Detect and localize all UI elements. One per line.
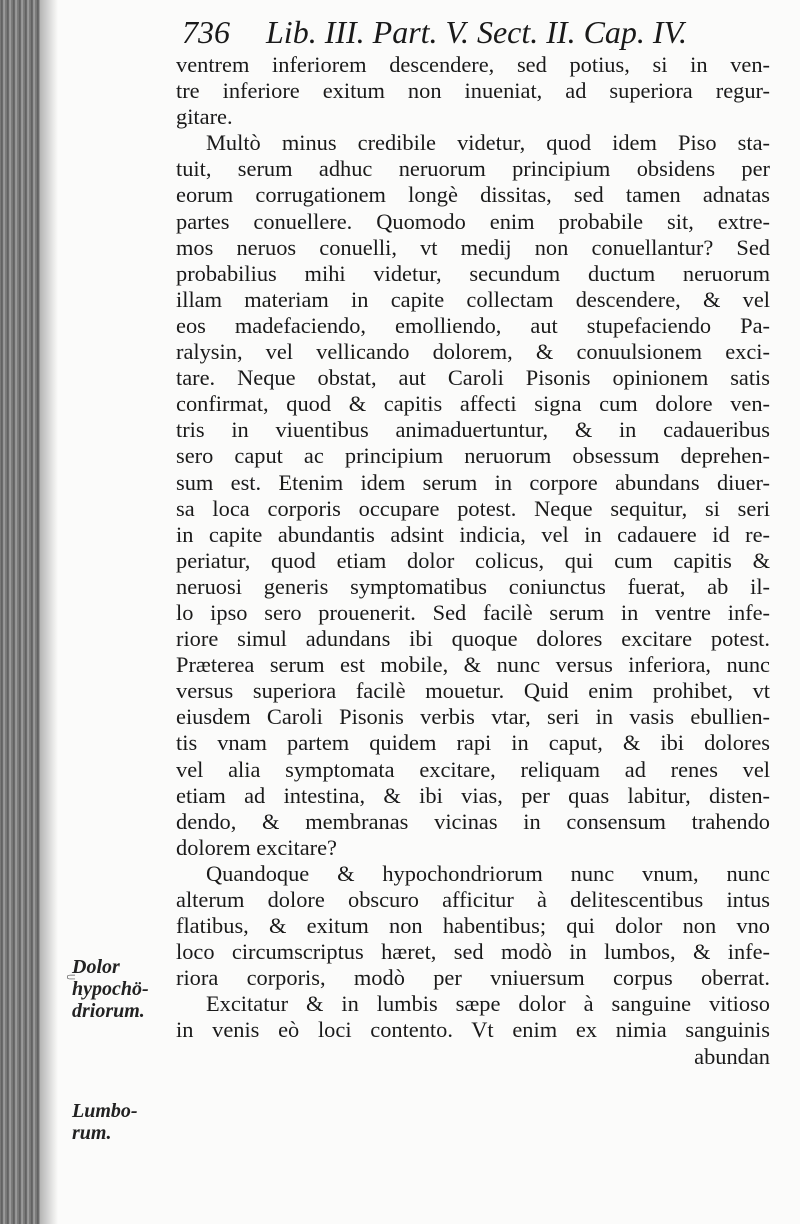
text-line: in venis eò loci contento. Vt enim ex nimia sanguinis: [176, 1017, 770, 1043]
text-line: etiam ad intestina, & ibi vias, per quas labitur, disten-: [176, 782, 770, 808]
text-line: illam materiam in capite collectam descendere, & vel: [176, 286, 770, 312]
text-line: alterum dolore obscuro afficitur à delitescentibus intus: [176, 887, 770, 912]
text-line: loco circumscriptus hæret, sed modò in lumbos, & infe-: [176, 939, 770, 965]
text-line: sum est. Etenim idem serum in corpore abundans diuer-: [176, 469, 770, 495]
text-line: eorum corrugationem longè dissitas, sed tamen adnatas: [176, 182, 770, 208]
margin-note-line: rum.: [72, 1122, 112, 1144]
text-line: tris in viuentibus animaduertuntur, & in cadaueribus: [176, 417, 770, 443]
text-line: ralysin, vel vellicando dolorem, & conuulsionem exci-: [176, 339, 770, 365]
book-binding-edge: [0, 0, 40, 1224]
text-line: versus superiora facilè mouetur. Quid enim prohibet, vt: [176, 678, 770, 704]
text-line: Multò minus credibile videtur, quod idem Piso sta-: [206, 130, 770, 156]
text-line: flatibus, & exitum non habentibus; qui dolor non vno: [176, 913, 770, 939]
text-line: riora corporis, modò per vniuersum corpus oberrat.: [176, 965, 770, 991]
body-text: [176, 52, 770, 1070]
text-line: tre inferiore exitum non inueniat, ad superiora regur-: [176, 78, 770, 104]
margin-note-line: Lumbo-: [72, 1100, 138, 1122]
text-line: probabilius mihi videtur, secundum ductum neruorum: [176, 260, 770, 286]
page-number: 736: [182, 14, 230, 50]
text-line: dendo, & membranas vicinas in consensum trahendo: [176, 808, 770, 834]
margin-note-line: driorum.: [72, 1000, 145, 1022]
text-line: periatur, quod etiam dolor colicus, qui cum capitis &: [176, 547, 770, 573]
text-line: lo ipso sero prouenerit. Sed facilè serum in ventre infe-: [176, 599, 770, 625]
text-line: tare. Neque obstat, aut Caroli Pisonis opinionem satis: [176, 365, 770, 391]
running-title: Lib. III. Part. V. Sect. II. Cap. IV.: [266, 14, 687, 50]
text-line: sa loca corporis occupare potest. Neque sequitur, si seri: [176, 495, 770, 521]
margin-note-line: hypochö-: [72, 978, 149, 1000]
text-line: neruosi generis symptomatibus coniunctus fuerat, ab il-: [176, 573, 770, 599]
margin-note-lumborum: [72, 1100, 172, 1144]
margin-note-dolor-hypochondriorum: [72, 956, 172, 1022]
text-line: riore simul adundans ibi quoque dolores excitare potest.: [176, 626, 770, 652]
margin-note-line: Dolor: [72, 956, 120, 978]
text-line: sero caput ac principium neruorum obsessum deprehen-: [176, 443, 770, 469]
text-line: ventrem inferiorem descendere, sed potius, si in ven-: [176, 52, 770, 77]
running-header: [182, 10, 762, 54]
margin-mark: ⸦: [64, 970, 78, 986]
text-line: dolorem excitare?: [176, 834, 337, 860]
text-line: Quandoque & hypochondriorum nunc vnum, nunc: [206, 860, 770, 886]
text-line: tuit, serum adhuc neruorum principium obsidens per: [176, 156, 770, 182]
text-line: partes conuellere. Quomodo enim probabile sit, extre-: [176, 208, 770, 234]
text-line: eos madefaciendo, emolliendo, aut stupefaciendo Pa-: [176, 312, 770, 338]
text-line: abundan: [694, 1043, 770, 1069]
text-line: mos neruos conuelli, vt medij non conuellantur? Sed: [176, 234, 770, 260]
text-line: vel alia symptomata excitare, reliquam ad renes vel: [176, 756, 770, 782]
text-line: tis vnam partem quidem rapi in caput, & ibi dolores: [176, 730, 770, 756]
text-line: Excitatur & in lumbis sæpe dolor à sanguine vitioso: [206, 991, 770, 1017]
text-line: confirmat, quod & capitis affecti signa cum dolore ven-: [176, 391, 770, 417]
text-line: Præterea serum est mobile, & nunc versus inferiora, nunc: [176, 652, 770, 678]
gutter-shadow: [40, 0, 58, 1224]
text-line: gitare.: [176, 104, 233, 130]
text-line: eiusdem Caroli Pisonis verbis vtar, seri in vasis ebullien-: [176, 704, 770, 730]
text-line: in capite abundantis adsint indicia, vel in cadauere id re-: [176, 521, 770, 547]
